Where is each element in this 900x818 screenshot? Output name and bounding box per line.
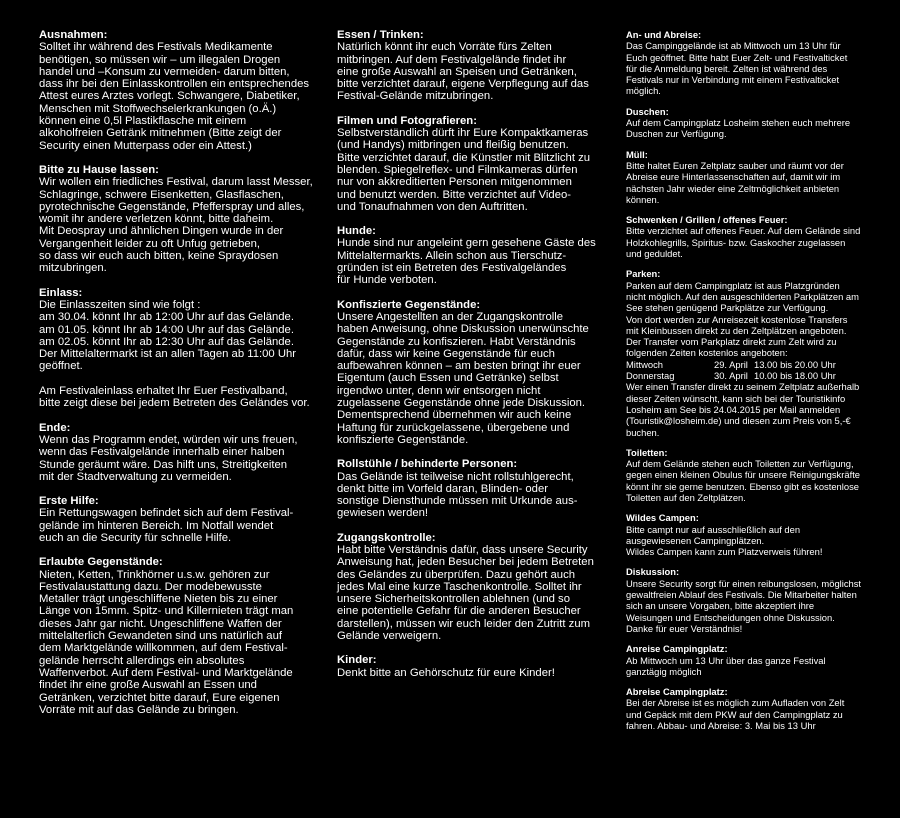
text-line: Metaller trägt ungeschliffene Nieten bis zu einer — [39, 593, 278, 606]
text-line: Abreise eure Hinterlassenschaften auf, damit wir im — [626, 171, 841, 183]
text-line: Dementsprechend übernehmen wir auch keine — [337, 409, 572, 422]
text-line: Bitte verzichtet auf offenes Feuer. Auf dem Gelände sind — [626, 225, 861, 237]
text-line: dafür, dass wir keine Gegenstände für euch — [337, 347, 555, 360]
transfer-schedule — [626, 359, 871, 382]
text-line: Euch geöffnet. Bitte habt Euer Zelt- und Festivalticket — [626, 51, 848, 63]
text-line: so dass wir euch auch bitten, keine Spraydosen — [39, 250, 279, 263]
text-line: mit Kleinbussen direkt zu den Zeltplätzen angeboten. — [626, 324, 847, 336]
text-line: nächsten Jahr wieder eine Zeltmöglichkeit anbieten — [626, 182, 840, 194]
text-line: für Hunde verboten. — [337, 274, 437, 287]
text-line: folgenden Zeiten kostenlos angeboten: — [626, 347, 788, 359]
text-line: gegen einen kleinen Obulus für unsere Reinigungskräfte — [626, 469, 861, 481]
text-line: Haftung für zurückgelassene, übergebene und — [337, 421, 570, 434]
schedule-time: 10.00 bis 18.00 Uhr — [754, 370, 836, 382]
info-section — [626, 643, 871, 677]
text-line: aufbewahren können – am besten bringt ihr euer — [337, 360, 581, 373]
text-line: findet ihr eine große Auswahl an Essen und — [39, 679, 257, 692]
text-line: sonstige Diensthunde müssen mit Urkunde aus- — [337, 495, 578, 508]
text-line: Vergangenheit leider zu oft Unfug getrieben, — [39, 237, 261, 250]
schedule-day: Mittwoch — [626, 358, 663, 370]
text-line: Anweisung hat, jeden Besucher bei jedem Betreten — [337, 556, 594, 569]
text-line: Solltet ihr während des Festivals Medikamente — [39, 41, 273, 54]
text-line: gründen ist ein Betreten des Festivalgeländes — [337, 262, 567, 275]
text-line: Auf dem Gelände stehen euch Toiletten zur Verfügung, — [626, 458, 854, 470]
text-line: eine potentielle Gefahr für die anderen Besucher — [337, 605, 581, 618]
text-line: wenn das Festivalgelände innerhalb einer halben — [39, 446, 285, 459]
text-line: Security einen Mutterpass oder ein Attest.) — [39, 139, 252, 152]
text-line: Wenn das Programm endet, würden wir uns freuen, — [39, 433, 298, 446]
text-line: fahren. Abbau- und Abreise: 3. Mai bis 13 Uhr — [626, 720, 816, 732]
text-line: pyrotechnische Gegenstände, Pfefferspray und alles, — [39, 200, 305, 213]
text-line: Festivalaustattung dazu. Der modebewusste — [39, 580, 262, 593]
text-line: dieses Jahr gar nicht. Ungeschliffene Waffen der — [39, 617, 282, 630]
text-line: Duschen zur Verfügung. — [626, 128, 727, 140]
section-heading: Bitte zu Hause lassen: — [39, 163, 159, 176]
text-line: bitte verzichtet darauf, eigene Verpflegung auf das — [337, 78, 589, 91]
section-heading: Erste Hilfe: — [39, 495, 99, 508]
text-line: Gegenstände zu konfiszieren. Habt Verständnis — [337, 335, 576, 348]
info-section — [626, 29, 871, 97]
text-line: (und Handys) mitbringen und fleißig benutzen. — [337, 139, 569, 152]
section-heading: Duschen: — [626, 105, 669, 117]
text-line: Länge von 15mm. Spitz- und Killernieten trägt man — [39, 605, 294, 618]
text-line: mittelalterlich Gewandeten sind uns natürlich auf — [39, 630, 283, 643]
text-line: könnt ihr sie gerne benutzen. Ebenso gibt es kostenlose — [626, 480, 859, 492]
section-heading: Diskussion: — [626, 566, 680, 578]
text-line: unsere Sicherheitskontrollen ablehnen (und so — [337, 593, 570, 606]
text-line: Getränken, verzichtet bitte darauf, Eure eigenen — [39, 691, 280, 704]
text-line: dass ihr bei den Einlasskontrollen ein entsprechendes — [39, 78, 310, 91]
text-line: Toiletten auf den Zeltplätzen. — [626, 491, 746, 503]
text-line: euch an die Security für schnelle Hilfe. — [39, 531, 232, 544]
text-line: gelände herrscht allerdings ein absolutes — [39, 654, 245, 667]
text-line: Mit Deospray und ähnlichen Dingen wurde in der — [39, 225, 284, 238]
info-section — [337, 114, 591, 213]
column-left — [39, 29, 313, 728]
section-heading: Toiletten: — [626, 446, 668, 458]
schedule-date: 29. April — [714, 358, 748, 370]
text-line: können. — [626, 193, 660, 205]
text-line: Von dort werden zur Anreisezeit kostenlose Transfers — [626, 313, 848, 325]
text-line: Losheim am See bis 24.04.2015 per Mail anmelden — [626, 403, 841, 415]
section-heading: Anreise Campingplatz: — [626, 643, 728, 655]
column-right — [626, 29, 871, 740]
section-heading: Wildes Campen: — [626, 512, 699, 524]
section-heading: Parken: — [626, 268, 661, 280]
text-line: nicht möglich. Auf den ausgeschilderten Parkplätzen am — [626, 290, 859, 302]
info-section — [626, 149, 871, 205]
text-line: Unsere Security sorgt für einen reibungslosen, möglichst — [626, 577, 862, 589]
text-line: Schlagringe, schwere Eisenketten, Glasflaschen, — [39, 188, 284, 201]
info-section — [337, 458, 578, 520]
info-section — [626, 447, 871, 503]
text-line: ganztägig möglich — [626, 665, 702, 677]
text-line: denkt bitte im Vorfeld daran, Blinden- oder — [337, 482, 549, 495]
text-line: Das Campinggelände ist ab Mittwoch um 13 Uhr für — [626, 40, 841, 52]
info-section — [39, 556, 307, 716]
section-heading: Schwenken / Grillen / offenes Feuer: — [626, 214, 788, 226]
text-line: Am Festivaleinlass erhaltet Ihr Euer Festivalband, — [39, 385, 288, 398]
text-line: am 02.05. könnt Ihr ab 12:30 Uhr auf das Gelände. — [39, 335, 294, 348]
schedule-date: 30. April — [714, 370, 748, 382]
text-line: Weisungen und Entscheidungen ohne Diskussion. — [626, 611, 835, 623]
text-line: Menschen mit Stoffwechselerkrankungen (o.Ä.) — [39, 102, 277, 115]
text-line: Eigentum (auch Essen und Getränke) selbst — [337, 372, 559, 385]
info-section — [39, 495, 307, 544]
schedule-day: Donnerstag — [626, 370, 675, 382]
text-line: und geduldet. — [626, 248, 683, 260]
info-section — [626, 566, 871, 634]
section-heading: Abreise Campingplatz: — [626, 686, 728, 698]
section-heading: Rollstühle / behinderte Personen: — [337, 458, 518, 471]
text-line: für die Anmeldung bereit. Zelten ist während des — [626, 62, 828, 74]
text-line: sich an unsere Vorgaben, bitte akzeptiert ihre — [626, 600, 815, 612]
text-line: buchen. — [626, 426, 660, 438]
text-line: Holzkohlegrills, Spiritus- bzw. Gaskocher zugelassen — [626, 236, 846, 248]
text-line: gewiesen werden! — [337, 507, 429, 520]
text-line: möglich. — [626, 85, 661, 97]
text-line: eine große Auswahl an Speisen und Getränken, — [337, 65, 577, 78]
section-heading: Filmen und Fotografieren: — [337, 114, 477, 127]
section-heading: Ende: — [39, 421, 71, 434]
section-heading: Einlass: — [39, 286, 83, 299]
section-heading: Ausnahmen: — [39, 29, 108, 41]
text-line: womit ihr andere verletzen könnt, bitte daheim. — [39, 213, 274, 226]
text-line: Ab Mittwoch um 13 Uhr über das ganze Festival — [626, 654, 826, 666]
info-section — [626, 214, 871, 259]
section-heading: Zugangskontrolle: — [337, 531, 436, 544]
text-line: Der Transfer vom Parkplatz direkt zum Zelt wird zu — [626, 336, 837, 348]
text-line: alkoholfreien Getränk mitnehmen (Bitte zeigt der — [39, 127, 282, 140]
text-line: nur von akkreditierten Personen mitgenommen — [337, 176, 572, 189]
text-line: Bitte campt nur auf ausschließlich auf den — [626, 523, 801, 535]
section-heading: Müll: — [626, 148, 648, 160]
text-line: gewaltfreien Ablauf des Festivals. Die Mitarbeiter halten — [626, 589, 857, 601]
text-line: Bitte verzichtet darauf, die Künstler mit Blitzlicht zu — [337, 151, 591, 164]
section-heading: Essen / Trinken: — [337, 29, 424, 41]
text-line: Stunde geräumt wäre. Das hilft uns, Streitigkeiten — [39, 458, 288, 471]
text-line: Wildes Campen kann zum Platzverweis führen! — [626, 546, 823, 558]
text-line: Bitte haltet Euren Zeltplatz sauber und räumt vor der — [626, 159, 844, 171]
text-line — [39, 373, 307, 385]
text-line: irgendwo unter, denn wir entsorgen nicht — [337, 384, 541, 397]
section-heading: Hunde: — [337, 225, 376, 238]
text-line: bitte zeigt diese bei jedem Betreten des Geländes vor. — [39, 397, 310, 410]
text-line: haben Anweisung, ohne Diskussion unerwünschte — [337, 323, 589, 336]
text-line: (Touristik@losheim.de) und diesen zum Preis von 5,-€ — [626, 415, 851, 427]
info-section — [337, 225, 596, 287]
text-line: Habt bitte Verständnis dafür, dass unsere Security — [337, 543, 588, 556]
text-line: Gelände verweigern. — [337, 630, 442, 643]
text-line: mit der Stadtverwaltung zu vermeiden. — [39, 470, 232, 483]
info-section — [337, 29, 589, 103]
text-line: Auf dem Campingplatz Losheim stehen euch mehrere — [626, 117, 851, 129]
text-line: dieser Zeiten wünscht, kann sich bei der Touristikinfo — [626, 392, 846, 404]
text-line: Mittelaltermarkts. Allein schon aus Tierschutz- — [337, 249, 567, 262]
text-line: zugelassene Gegenstände ohne jede Diskussion. — [337, 397, 586, 410]
info-section — [39, 422, 307, 483]
section-heading: Konfiszierte Gegenstände: — [337, 298, 481, 311]
info-section — [626, 512, 871, 557]
info-section — [39, 163, 313, 275]
text-line: benötigen, so müssen wir – um illegalen Drogen — [39, 53, 281, 66]
text-line: Danke für euer Verständnis! — [626, 622, 743, 634]
section-heading: Kinder: — [337, 654, 377, 667]
text-line: blenden. Spiegelreflex- und Filmkameras dürfen — [337, 163, 578, 176]
text-line: Waffenverbot. Auf dem Festival- und Marktgelände — [39, 666, 293, 679]
column-middle — [337, 29, 596, 691]
text-line: und benutzt werden. Bitte verzichtet auf Video- — [337, 188, 572, 201]
info-section — [626, 106, 871, 140]
text-line: Vorräte mit auf das Gelände zu bringen. — [39, 703, 239, 716]
info-section — [39, 29, 310, 152]
text-line: Attest eures Arztes vorlegt. Schwangere, Diabetiker, — [39, 90, 300, 103]
text-line: Parken auf dem Campingplatz ist aus Platzgründen — [626, 279, 840, 291]
schedule-time: 13.00 bis 20.00 Uhr — [754, 358, 836, 370]
text-line: am 01.05. könnt Ihr ab 14:00 Uhr auf das Gelände. — [39, 323, 294, 336]
text-line: konfiszierte Gegenstände. — [337, 433, 469, 446]
info-section — [39, 286, 310, 410]
info-section — [337, 298, 589, 447]
text-line: Das Gelände ist teilweise nicht rollstuhlgerecht, — [337, 470, 574, 483]
text-line: Die Einlasszeiten sind wie folgt : — [39, 298, 201, 311]
text-line: mitbringen. Auf dem Festivalgelände findet ihr — [337, 53, 567, 66]
text-line: Der Mittelaltermarkt ist an allen Tagen ab 11:00 Uhr — [39, 348, 297, 361]
text-line: dem Marktgelände willkommen, auf dem Festival- — [39, 642, 288, 655]
text-line: Festival-Gelände mitzubringen. — [337, 90, 494, 103]
info-section — [626, 686, 871, 731]
text-line: mitzubringen. — [39, 262, 107, 275]
text-line: Ein Rettungswagen befindet sich auf dem Festival- — [39, 507, 294, 520]
text-line: Selbstverständlich dürft ihr Eure Kompaktkameras — [337, 127, 589, 140]
text-line: können eine 0,5l Plastikflasche mit einem — [39, 115, 247, 128]
text-line: Natürlich könnt ihr euch Vorräte fürs Zelten — [337, 41, 552, 54]
text-line: des Geländes zu überprüfen. Dazu gehört auch — [337, 568, 576, 581]
text-line: am 30.04. könnt Ihr ab 12:00 Uhr auf das Gelände. — [39, 311, 294, 324]
text-line: Wir wollen ein friedliches Festival, darum lasst Messer, — [39, 176, 313, 189]
section-heading: An- und Abreise: — [626, 29, 702, 40]
section-heading: Erlaubte Gegenstände: — [39, 556, 163, 569]
text-line: Unsere Angestellten an der Zugangskontrolle — [337, 310, 564, 323]
text-line: Bei der Abreise ist es möglich zum Aufladen von Zelt — [626, 697, 845, 709]
text-line: Festivals nur in Verbindung mit einem Festivalticket — [626, 74, 840, 86]
text-line: jedes Mal eine kurze Taschenkontrolle. Solltet ihr — [337, 580, 582, 593]
info-section — [337, 654, 559, 679]
text-line: geöffnet. — [39, 360, 83, 373]
text-line: darstellen), müssen wir euch leider den Zutritt zum — [337, 617, 591, 630]
text-line: ausgewiesenen Campingplätzen. — [626, 534, 765, 546]
text-line: und Gepäck mit dem PKW auf den Campingplatz zu — [626, 708, 843, 720]
text-line: und Tonaufnahmen von den Auftritten. — [337, 200, 528, 213]
text-line: See stehen genügend Parkplätze zur Verfügung. — [626, 302, 829, 314]
text-line: handel und –Konsum zu vermeiden- darum bitten, — [39, 65, 290, 78]
text-line: gelände im hinteren Bereich. Im Notfall wendet — [39, 519, 274, 532]
info-section — [626, 268, 871, 437]
text-line: Nieten, Ketten, Trinkhörner u.s.w. gehören zur — [39, 568, 270, 581]
text-line: Wer einen Transfer direkt zu seinem Zeltplatz außerhalb — [626, 381, 860, 393]
text-line: Hunde sind nur angeleint gern gesehene Gäste des — [337, 237, 596, 250]
info-section — [337, 531, 594, 643]
text-line: Denkt bitte an Gehörschutz für eure Kinder! — [337, 666, 555, 679]
